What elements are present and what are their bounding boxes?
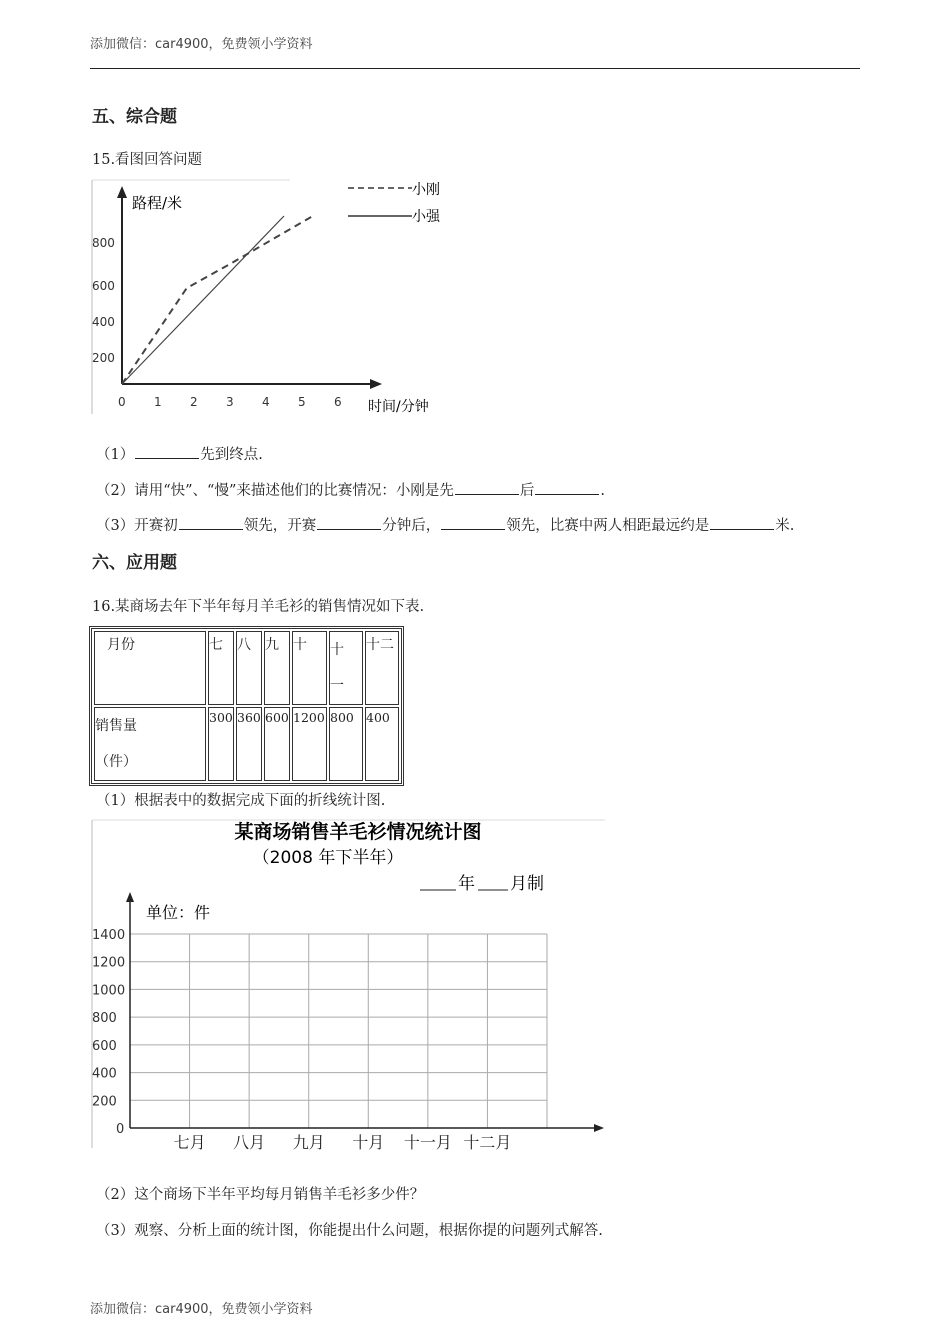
- x-tick-label: 十二月: [463, 1133, 512, 1152]
- y-axis-arrow: [117, 186, 127, 198]
- part-text: 领先，比赛中两人相距最远约是: [506, 518, 710, 534]
- question-16-part-2: （2）这个商场下半年平均每月销售羊毛衫多少件？: [96, 1187, 425, 1203]
- x-axis-label: 时间/分钟: [368, 399, 429, 415]
- x-tick-label: 0: [118, 395, 126, 409]
- part-text: 米.: [775, 518, 795, 534]
- series-line-xiaogang: [122, 216, 313, 384]
- table-cell-month: 七: [208, 631, 234, 705]
- data-lines: [122, 216, 313, 384]
- chart-subtitle: （2008 年下半年）: [252, 848, 404, 868]
- table-cell-month: 十二: [365, 631, 399, 705]
- x-tick-label: 十一月: [403, 1133, 452, 1152]
- x-tick-label: 七月: [173, 1133, 206, 1152]
- table-cell-value: 600: [264, 707, 290, 781]
- y-tick-label: 800: [92, 236, 115, 250]
- y-tick-label: 600: [92, 279, 115, 293]
- x-tick-label: 1: [154, 395, 162, 409]
- answer-blank[interactable]: [179, 517, 243, 530]
- question-16-part-3: （3）观察、分析上面的统计图，你能提出什么问题，根据你提的问题列式解答.: [96, 1223, 603, 1239]
- table-cell-value: 1200: [292, 707, 327, 781]
- table-cell-value: 360: [236, 707, 262, 781]
- y-axis-arrow: [126, 892, 134, 902]
- section-title: 六、应用题: [92, 553, 177, 573]
- x-tick-labels: [118, 395, 342, 409]
- y-axis-label: 路程/米: [132, 194, 183, 212]
- table-header-sales: 销售量 （件）: [94, 707, 206, 781]
- x-tick-label: 4: [262, 395, 270, 409]
- page-header: 添加微信：car4900，免费领小学资料: [90, 37, 313, 52]
- answer-blank[interactable]: [317, 517, 381, 530]
- made-year: 年: [458, 874, 475, 894]
- x-tick-label: 3: [226, 395, 234, 409]
- x-axis-arrow: [594, 1124, 604, 1132]
- chart-title: 某商场销售羊毛衫情况统计图: [234, 821, 482, 843]
- part-text: （2）请用“快”、“慢”来描述他们的比赛情况：小刚是先: [96, 483, 454, 499]
- question-15-part-3: [96, 514, 794, 535]
- table-cell-month: 九: [264, 631, 290, 705]
- part-text: （3）开赛初: [96, 518, 178, 534]
- y-tick-label: 0: [116, 1122, 125, 1137]
- part-text: 分钟后，: [382, 518, 441, 534]
- table-cell-value: 800: [329, 707, 363, 781]
- answer-blank[interactable]: [535, 482, 599, 495]
- answer-blank[interactable]: [710, 517, 774, 530]
- legend-xiaoqiang: 小强: [412, 209, 440, 225]
- section-title: 五、综合题: [92, 107, 177, 127]
- table-cell-value: 400: [365, 707, 399, 781]
- series-line-xiaoqiang: [122, 216, 284, 384]
- x-axis-arrow: [370, 379, 382, 389]
- unit-label: 单位：件: [146, 903, 211, 922]
- table-header-month: 月份: [94, 631, 206, 705]
- sales-line-chart: [90, 818, 610, 1158]
- y-tick-label: 200: [92, 351, 115, 365]
- part-text: .: [600, 483, 605, 499]
- x-tick-label: 九月: [292, 1133, 325, 1152]
- question-16-title: 16.某商场去年下半年每月羊毛衫的销售情况如下表.: [92, 599, 425, 615]
- x-tick-label: 八月: [233, 1133, 266, 1152]
- y-tick-label: 400: [92, 315, 115, 329]
- part-label: （1）: [96, 447, 135, 463]
- x-tick-label: 6: [334, 395, 342, 409]
- sales-table: [89, 626, 404, 786]
- question-16-part-1: （1）根据表中的数据完成下面的折线统计图.: [96, 793, 386, 809]
- distance-time-chart: [90, 178, 450, 418]
- x-tick-labels: [174, 1133, 512, 1152]
- answer-blank[interactable]: [455, 482, 519, 495]
- legend-xiaogang: 小刚: [412, 182, 440, 198]
- answer-blank[interactable]: [135, 446, 199, 459]
- y-tick-label: 400: [92, 1066, 117, 1082]
- part-text: 先到终点.: [200, 447, 263, 463]
- table-cell-value: 300: [208, 707, 234, 781]
- question-15-title: 15.看图回答问题: [92, 152, 203, 168]
- grid: [130, 934, 547, 1128]
- answer-blank[interactable]: [441, 517, 505, 530]
- y-tick-label: 1200: [92, 955, 126, 971]
- y-tick-label: 1000: [92, 983, 126, 999]
- question-15-part-1: [96, 443, 263, 464]
- made-month: 月制: [510, 874, 544, 894]
- y-tick-labels: [92, 928, 125, 1137]
- y-tick-labels: [92, 236, 115, 365]
- part-text: 后: [519, 483, 535, 499]
- table-cell-month: 八: [236, 631, 262, 705]
- table-cell-month: 十 一: [329, 631, 363, 705]
- x-tick-label: 2: [190, 395, 198, 409]
- y-tick-label: 800: [92, 1011, 117, 1027]
- table-cell-month: 十: [292, 631, 327, 705]
- part-text: 领先，开赛: [243, 518, 317, 534]
- y-tick-label: 1400: [92, 928, 126, 943]
- x-tick-label: 十月: [352, 1133, 385, 1152]
- x-tick-label: 5: [298, 395, 306, 409]
- y-tick-label: 600: [92, 1038, 117, 1054]
- header-divider: [90, 68, 860, 69]
- y-tick-label: 200: [92, 1094, 117, 1110]
- page-footer: 添加微信：car4900，免费领小学资料: [90, 1302, 313, 1317]
- question-15-part-2: [96, 479, 605, 500]
